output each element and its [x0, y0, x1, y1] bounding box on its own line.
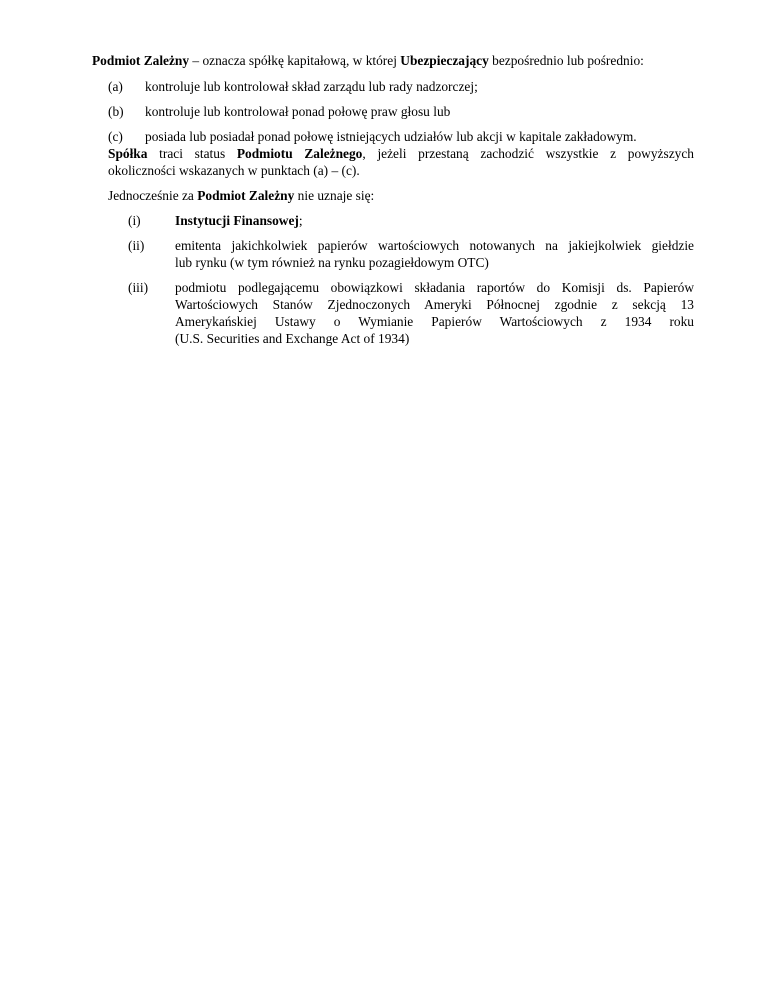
- defined-term: Podmiot Zależny: [92, 53, 190, 68]
- condition-b-text: kontroluje lub kontrolował ponad połowę praw głosu lub: [145, 104, 451, 119]
- insured-term: Ubezpieczający: [400, 53, 489, 68]
- exclusion-iii-line-4: (U.S. Securities and Exchange Act of 1934): [175, 331, 410, 346]
- definition-intro-tail: bezpośrednio lub pośrednio:: [488, 53, 644, 68]
- status-line-1: Spółka traci status Podmiotu Zależnego, jeżeli przestaną zachodzić wszystkie z powyższych: [108, 146, 694, 161]
- exclusion-ii-line-1: emitenta jakichkolwiek papierów wartościowych notowanych na jakiejkolwiek giełdzie: [175, 238, 694, 253]
- exclusion-i-text: Instytucji Finansowej;: [175, 213, 303, 228]
- exclusion-iii-line-3: Amerykańskiej Ustawy o Wymianie Papierów Wartościowych z 1934 roku: [175, 314, 694, 329]
- condition-a-label: (a): [108, 79, 123, 94]
- financial-institution-term: Instytucji Finansowej: [175, 213, 299, 228]
- subsidiary-term-2: Podmiot Zależny: [197, 188, 295, 203]
- exclusion-iii-line-1: podmiotu podlegającemu obowiązkowi składania raportów do Komisji ds. Papierów: [175, 280, 694, 295]
- exclusion-iii-label: (iii): [128, 280, 149, 295]
- condition-a-text: kontroluje lub kontrolował skład zarządu lub rady nadzorczej;: [145, 79, 478, 94]
- condition-b-label: (b): [108, 104, 124, 119]
- definition-line: [92, 53, 644, 69]
- definition-intro: – oznacza spółkę kapitałową, w której: [189, 53, 401, 68]
- exclusion-ii-line-2: lub rynku (w tym również na rynku pozagiełdowym OTC): [175, 255, 489, 270]
- company-term: Spółka: [108, 146, 148, 161]
- condition-c-label: (c): [108, 129, 123, 144]
- status-line-2: okoliczności wskazanych w punktach (a) – (c).: [108, 163, 360, 178]
- exclusion-ii-label: (ii): [128, 238, 145, 253]
- subsidiary-term: Podmiotu Zależnego: [236, 146, 363, 161]
- exclusion-iii-line-2: Wartościowych Stanów Zjednoczonych Ameryki Północnej zgodnie z sekcją 13: [175, 297, 694, 312]
- exclusion-intro: Jednocześnie za Podmiot Zależny nie uznaje się:: [108, 188, 375, 203]
- exclusion-i-label: (i): [128, 213, 141, 228]
- condition-c-text: posiada lub posiadał ponad połowę istniejących udziałów lub akcji w kapitale zakładowym.: [145, 129, 637, 144]
